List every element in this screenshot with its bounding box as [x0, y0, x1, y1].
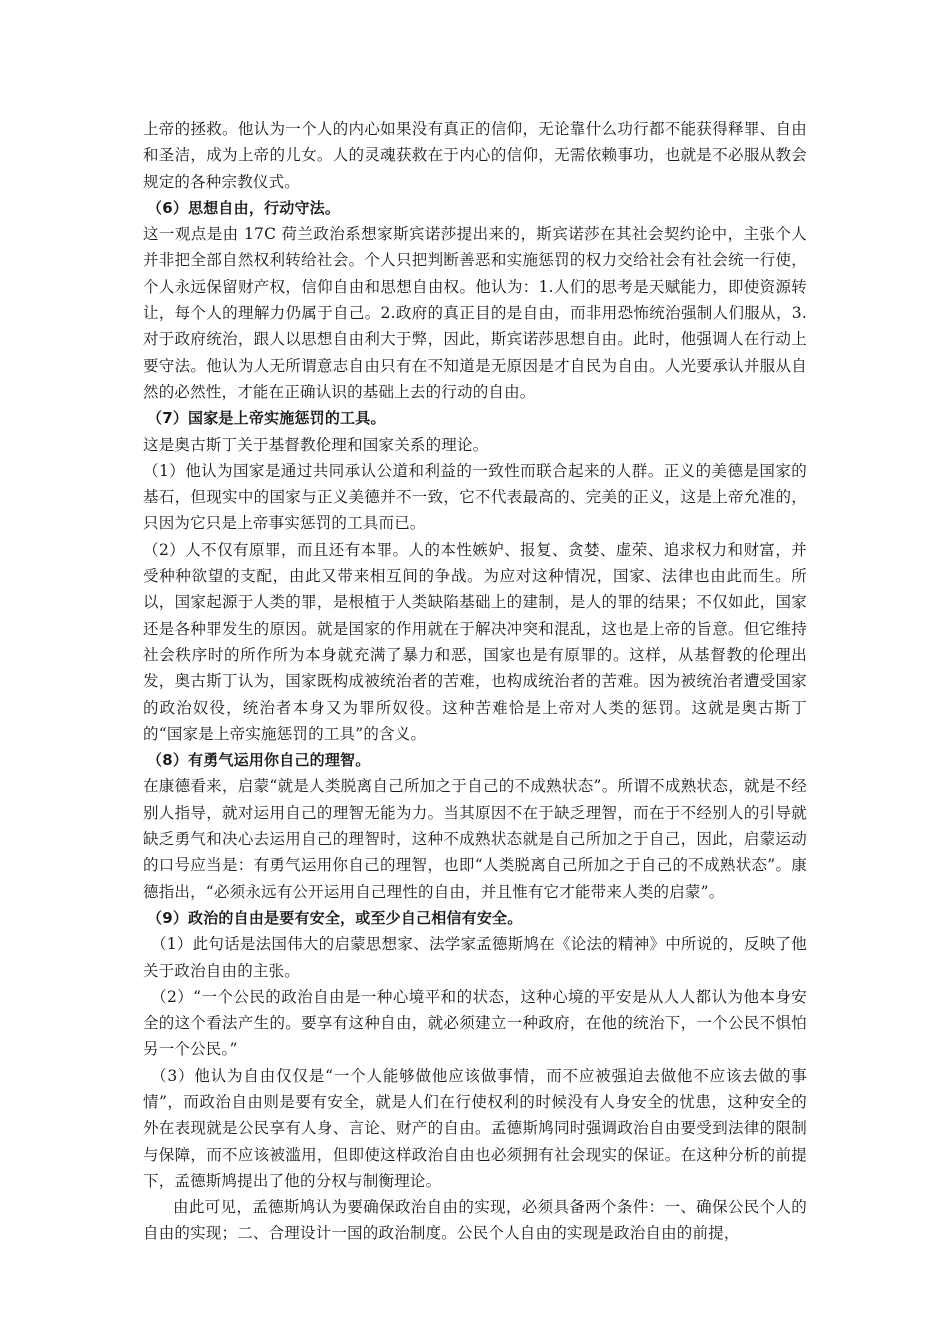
paragraph-augustine-intro: 这是奥古斯丁关于基督教伦理和国家关系的理论。	[143, 435, 489, 454]
heading-9: （9）政治的自由是要有安全，或至少自己相信有安全。	[147, 908, 523, 927]
paragraph-montesquieu-2: （2）“一个公民的政治自由是一种心境平和的状态，这种心境的平安是从人人都认为他本身安全的这个看法产生的。要享有这种自由，就必须建立一种政府，在他的统治下，一个公民不惧怕另一个公民。”	[143, 987, 807, 1059]
heading-6: （6）思想自由，行动守法。	[147, 198, 341, 217]
paragraph-montesquieu-3: （3）他认为自由仅仅是“一个人能够做他应该做事情，而不应被强迫去做他不应该去做的事情”，而政治自由则是要有安全，就是人们在行使权利的时候没有人身安全的忧患，这种安全的外在表现就是公民享有人身、言论、财产的自由。孟德斯鸠同时强调政治自由要受到法律的限制与保障，而不应该被滥用，但即使这样政治自由也必须拥有社会现实的保证。在这种分析的前提下，孟德斯鸠提出了他的分权与制衡理论。	[143, 1066, 807, 1190]
heading-7: （7）国家是上帝实施惩罚的工具。	[147, 409, 386, 428]
paragraph-augustine-2: （2）人不仅有原罪，而且还有本罪。人的本性嫉妒、报复、贪婪、虚荣、追求权力和财富，并受种种欲望的支配，由此又带来相互间的争战。为应对这种情况，国家、法律也由此而生。所以，国家起源于人类的罪，是根植于人类缺陷基础上的建制，是人的罪的结果；不仅如此，国家还是各种罪发生的原因。就是国家的作用就在于解决冲突和混乱，这也是上帝的旨意。但它维持社会秩序时的所作所为本身就充满了暴力和恶，国家也是有原罪的。这样，从基督教的伦理出发，奥古斯丁认为，国家既构成被统治者的苦难，也构成统治者的苦难。因为被统治者遭受国家的政治奴役，统治者本身又为罪所奴役。这种苦难恰是上帝对人类的惩罚。这就是奥古斯丁的“国家是上帝实施惩罚的工具”的含义。	[143, 540, 807, 743]
paragraph-montesquieu-1: （1）此句话是法国伟大的启蒙思想家、法学家孟德斯鸠在《论法的精神》中所说的，反映了他关于政治自由的主张。	[143, 935, 807, 980]
paragraph-kant: 在康德看来，启蒙“就是人类脱离自己所加之于自己的不成熟状态”。所谓不成熟状态，就是不经别人指导，就对运用自己的理智无能为力。当其原因不在于缺乏理智，而在于不经别人的引导就缺乏勇气和决心去运用自己的理智时，这种不成熟状态就是自己所加之于自己，因此，启蒙运动的口号应当是：有勇气运用你自己的理智，也即“人类脱离自己所加之于自己的不成熟状态”。康德指出，“必须永远有公开运用自己理性的自由，并且惟有它才能带来人类的启蒙”。	[143, 777, 807, 901]
paragraph-augustine-1: （1）他认为国家是通过共同承认公道和利益的一致性而联合起来的人群。正义的美德是国家的基石，但现实中的国家与正义美德并不一致，它不代表最高的、完美的正义，这是上帝允准的，只因为它只是上帝事实惩罚的工具而已。	[143, 461, 807, 533]
paragraph-conclusion: 由此可见，孟德斯鸠认为要确保政治自由的实现，必须具备两个条件：一、确保公民个人的自由的实现；二、合理设计一国的政治制度。公民个人自由的实现是政治自由的前提，	[143, 1198, 807, 1243]
paragraph-salvation: 上帝的拯救。他认为一个人的内心如果没有真正的信仰，无论靠什么功行都不能获得释罪、自由和圣洁，成为上帝的儿女。人的灵魂获救在于内心的信仰，无需依赖事功，也就是不必服从教会规定的各种宗教仪式。	[143, 120, 807, 191]
heading-8: （8）有勇气运用你自己的理智。	[147, 751, 371, 770]
paragraph-spinoza: 这一观点是由 17C 荷兰政治系想家斯宾诺莎提出来的，斯宾诺莎在其社会契约论中，主张个人并非把全部自然权利转给社会。个人只把判断善恶和实施惩罚的权力交给社会有社会统一行使，个人永远保留财产权，信仰自由和思想自由权。他认为：1.人们的思考是天赋能力，即使资源转让，每个人的理解力仍属于自己。2.政府的真正目的是自由，而非用恐怖统治强制人们服从，3.对于政府统治，跟人以思想自由利大于弊，因此，斯宾诺莎思想自由。此时，他强调人在行动上要守法。他认为人无所谓意志自由只有在不知道是无原因是才自民为自由。人光要承认并服从自然的必然性，才能在正确认识的基础上去的行动的自由。	[143, 225, 807, 401]
